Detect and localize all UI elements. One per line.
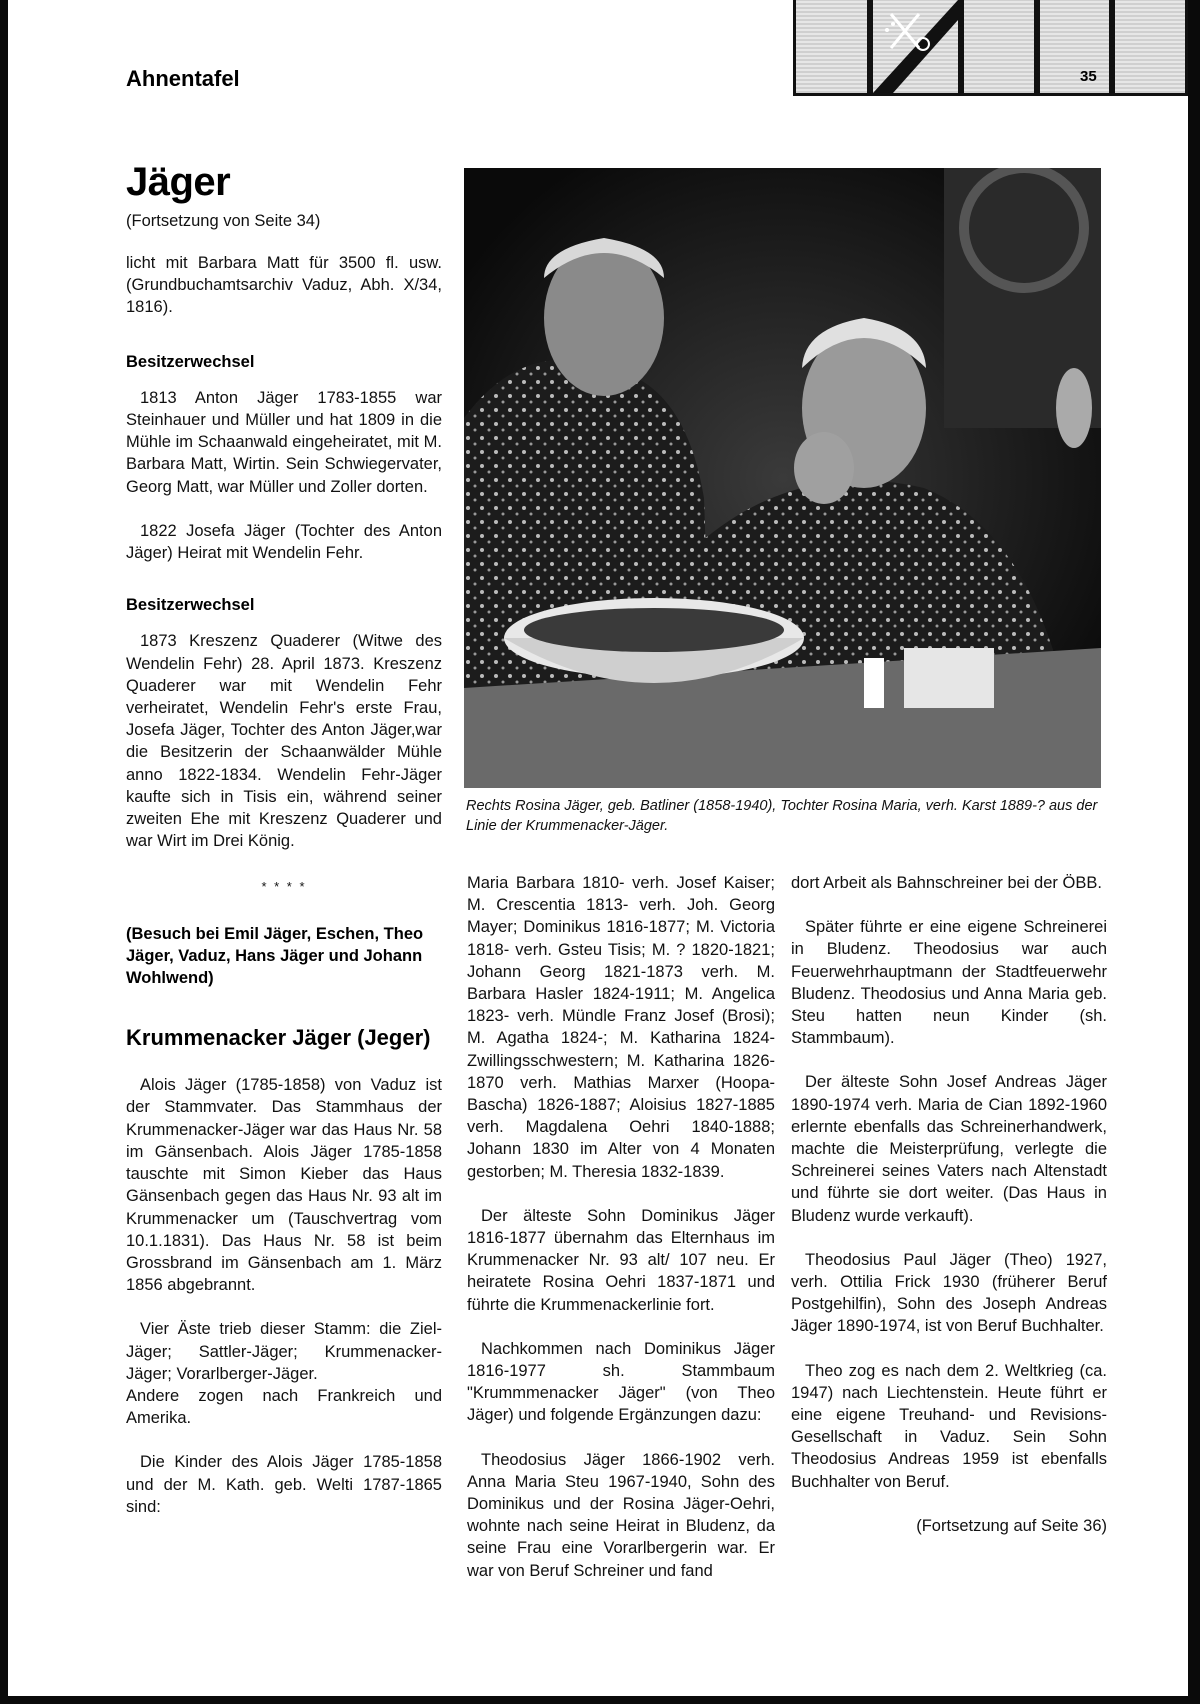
continued-note: (Fortsetzung auf Seite 36) — [916, 1516, 1107, 1535]
crossed-tools-icon — [873, 0, 958, 93]
header-box-emblem — [870, 0, 961, 96]
photo-caption: Rechts Rosina Jäger, geb. Batliner (1858-1940), Tochter Rosina Maria, verh. Karst 1889-? aus der Linie der Krummenacker-Jäger. — [466, 798, 1098, 834]
header-box — [961, 0, 1037, 96]
paragraph: Nachkommen nach Dominikus Jäger 1816-1977 sh. Stammbaum "Krummmenacker Jäger" (von Theo Jäger) und folgende Ergänzungen dazu: — [467, 1339, 775, 1425]
header-box — [1037, 0, 1113, 96]
paragraph: Der älteste Sohn Dominikus Jäger 1816-1877 übernahm das Elternhaus im Krummenacker Nr. 93 alt/ 107 neu. Er heiratete Rosina Oehri 1837-1871 und führte die Krummenackerlinie fort. — [467, 1206, 775, 1314]
paragraph: Alois Jäger (1785-1858) von Vaduz ist der Stammvater. Das Stammhaus der Krummenacker-Jäger war das Haus Nr. 58 im Gänsenbach. Alois Jäger 1785-1858 tauschte mit Simon Kieber das Haus Gänsenbach gegen das Haus Nr. 93 alt im Krummenacker um (Tauschvertrag vom 10.1.1831). Das Haus Nr. 58 ist beim Grossbrand im Gänsenbach am 1. März 1856 abgebrannt. — [126, 1076, 442, 1295]
page-title: Jäger — [126, 160, 231, 204]
paragraph: 1813 Anton Jäger 1783-1855 war Steinhauer und Müller und hat 1809 in die Mühle im Schaanwald eingeheiratet, mit M. Barbara Matt, Wirtin. Sein Schwiegervater, Georg Matt, war Müller und Zoller dorten. — [126, 388, 442, 496]
section-heading: Besitzerwechsel — [126, 596, 255, 615]
left-column — [126, 252, 442, 1518]
paragraph: Die Kinder des Alois Jäger 1785-1858 und der M. Kath. geb. Welti 1787-1865 sind: — [126, 1453, 442, 1516]
paragraph: Der älteste Sohn Josef Andreas Jäger 1890-1974 verh. Maria de Cian 1892-1960 erlernte ebenfalls das Schreinerhandwerk, machte die Meisterprüfung, verlegte die Schreinerei seines Vaters nach Altenstadt und führte sie dort weiter. (Das Haus in Bludenz wurde verkauft). — [791, 1073, 1107, 1225]
paragraph: 1873 Kreszenz Quaderer (Witwe des Wendelin Fehr) 28. April 1873. Kreszenz Quaderer war mit Wendelin Fehr verheiratet, Wendelin Fehr's erste Frau, Josefa Jäger, Tochter des Anton Jäger,war die Besitzerin der Schaanwälder Mühle anno 1822-1834. Wendelin Fehr-Jäger kaufte sich in Tisis ein, während seiner zweiten Ehe mit Kreszenz Quaderer und war Wirt im Drei König. — [126, 632, 442, 851]
paragraph: Theodosius Paul Jäger (Theo) 1927, verh. Ottilia Frick 1930 (früherer Beruf Postgehilfin), Sohn des Joseph Andreas Jäger 1890-1974, ist von Beruf Buchhalter. — [791, 1250, 1107, 1336]
visit-note: (Besuch bei Emil Jäger, Eschen, Theo Jäger, Vaduz, Hans Jäger und Johann Wohlwend) — [126, 924, 424, 988]
section-title: Ahnentafel — [126, 66, 240, 91]
page-number: 35 — [1080, 68, 1097, 85]
separator-stars: * * * * — [261, 879, 307, 895]
middle-column — [467, 872, 775, 1582]
right-column — [791, 872, 1107, 1537]
paragraph: Vier Äste trieb dieser Stamm: die Ziel-Jäger; Sattler-Jäger; Krummenacker-Jäger; Vorarlberger-Jäger. — [126, 1320, 442, 1383]
photograph — [464, 168, 1101, 788]
paragraph: Theo zog es nach dem 2. Weltkrieg (ca. 1947) nach Liechtenstein. Heute führt er eine eigene Treuhand- und Revisions-Gesellschaft in Vaduz. Sein Sohn Theodosius Andreas 1959 ist ebenfalls Buchhalter von Beruf. — [791, 1361, 1107, 1491]
header-box — [1112, 0, 1188, 96]
header-tab-boxes — [793, 0, 1188, 96]
intro-paragraph: licht mit Barbara Matt für 3500 fl. usw. (Grundbuchamtsarchiv Vaduz, Abh. X/34, 1816). — [126, 254, 442, 317]
subsection-title: Krummenacker Jäger (Jeger) — [126, 1025, 431, 1051]
paragraph: Später führte er eine eigene Schreinerei in Bludenz. Theodosius war auch Feuerwehrhauptmann der Stadtfeuerwehr Bludenz. Theodosius und Anna Maria geb. Steu hatten neun Kinder (sh. Stammbaum). — [791, 918, 1107, 1048]
paragraph: Theodosius Jäger 1866-1902 verh. Anna Maria Steu 1967-1940, Sohn des Dominikus und der Rosina Jäger-Oehri, wohnte nach seine Heirat in Bludenz, da seine Frau eine Vorarlbergerin war. Er war von Beruf Schreiner und fand — [467, 1450, 775, 1580]
paragraph: dort Arbeit als Bahnschreiner bei der ÖBB. — [791, 874, 1102, 892]
document-page — [8, 0, 1188, 1696]
header-box — [793, 0, 870, 96]
paragraph: 1822 Josefa Jäger (Tochter des Anton Jäger) Heirat mit Wendelin Fehr. — [126, 521, 442, 563]
paragraph: Andere zogen nach Frankreich und Amerika. — [126, 1386, 442, 1428]
section-heading: Besitzerwechsel — [126, 352, 255, 371]
paragraph: Maria Barbara 1810- verh. Josef Kaiser; M. Crescentia 1813- verh. Joh. Georg Mayer; Dominikus 1816-1877; M. Victoria 1818- verh. Gsteu Tisis; M. ? 1820-1821; Johann Georg 1821-1873 verh. M. Barbara Hasler 1824-1911; M. Angelica 1823- verh. Mündle Franz Josef (Brosi); M. Agatha 1824-; M. Katharina 1824- Zwillingsschwestern; M. Katharina 1826-1870 verh. Mathias Marxer (Hoopa-Bascha) 1826-1887; Aloisius 1827-1885 verh. Magdalena Oehri 1840-1888; Johann 1830 im Alter von 4 Monaten gestorben; M. Theresia 1832-1839. — [467, 874, 775, 1181]
page-subtitle: (Fortsetzung von Seite 34) — [126, 212, 321, 230]
